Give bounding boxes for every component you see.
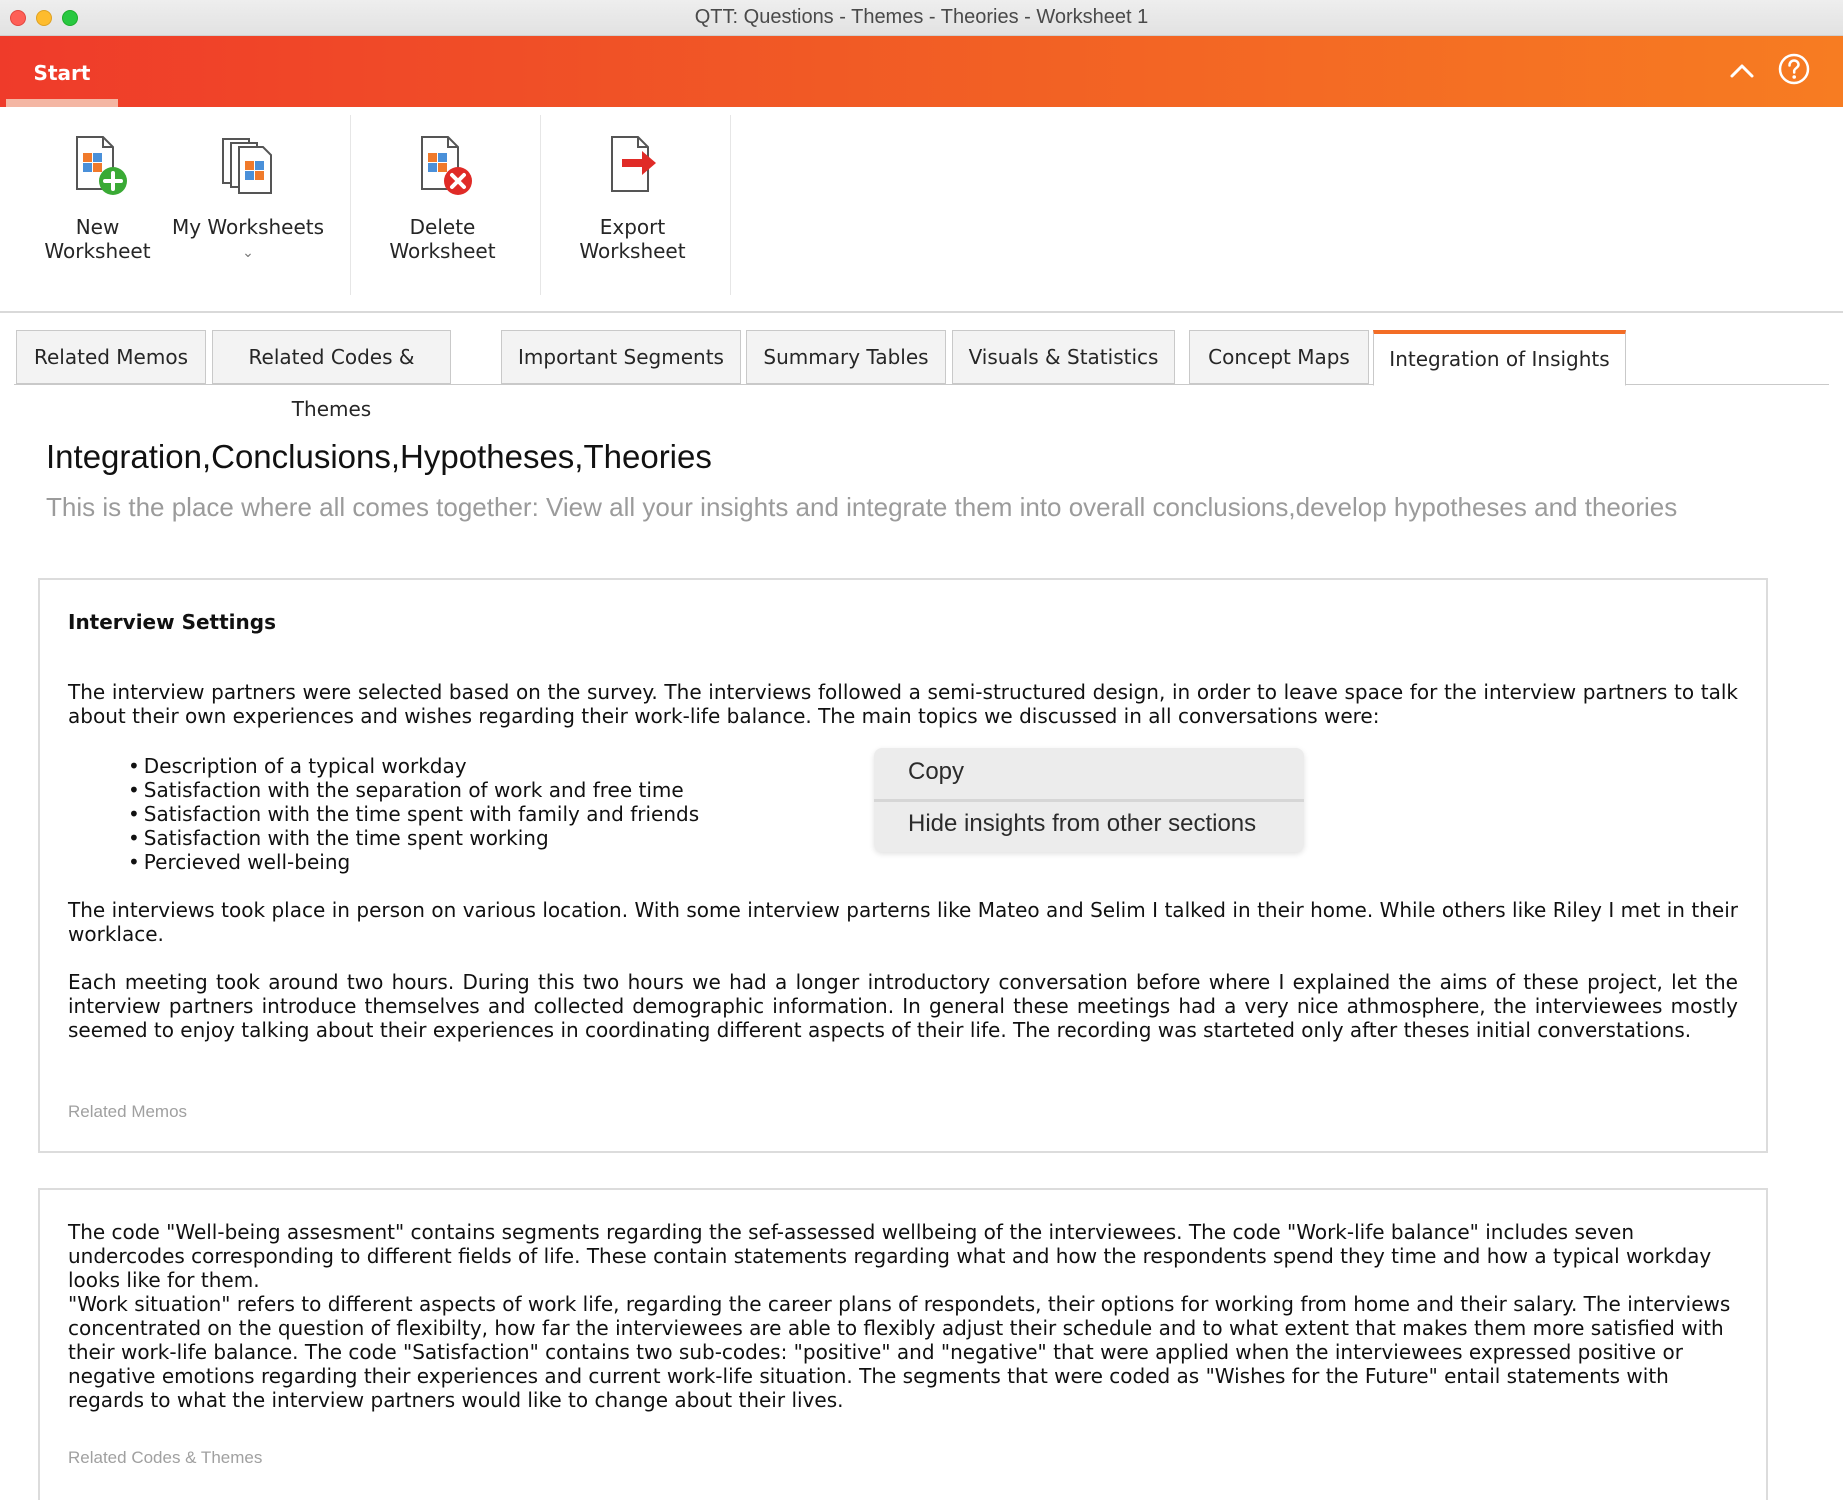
ribbon-divider (540, 115, 541, 295)
export-worksheet-label-1: Export (599, 215, 666, 239)
chevron-down-icon[interactable]: ⌄ (242, 245, 254, 261)
card-paragraph: The code "Well-being assesment" contains segments regarding the sef-assessed wellbeing of the interviewees. The code "Work-life balance" includes seven undercodes corresponding to different fields of life. These contain statements regarding what and how the respondents spend they time and how a typical workday looks like for them. (68, 1220, 1712, 1292)
window-title: QTT: Questions - Themes - Theories - Worksheet 1 (694, 6, 1149, 28)
topic-list (128, 754, 699, 874)
my-worksheets-button[interactable] (168, 131, 328, 265)
card-paragraph: "Work situation" refers to different aspects of work life, regarding the career plans of respondets, their options for working from home and their salary. The interviews concentrated on the question of flexibilty, how far the interviewees are able to flexibly adjust their schedule and to what extent that makes them more satisfied with their work-life balance. The code "Satisfaction" contains two sub-codes: "positive" and "negative" that were applied when the interviewees expressed positive or negative emotions regarding their experiences and current work-life situation. The segments that were coded as "Wishes for the Future" entail statements with regards to what the interview partners would like to change about their lives. (68, 1292, 1731, 1412)
help-icon[interactable] (1777, 52, 1811, 86)
card-paragraph: Each meeting took around two hours. During this two hours we had a longer introductory conversation before where I explained the aims of these project, let the interview partners introduce themselves and collected demographic information. In general these meetings had a very nice athmosphere, the interviewees mostly seemed to enjoy talking about their experiences in coordinating different aspects of their life. The recording was starteted only after theses initial converstations. (68, 970, 1738, 1042)
page-title: Integration,Conclusions,Hypotheses,Theories (46, 438, 712, 475)
related-memos-link[interactable]: Related Memos (68, 1102, 188, 1121)
my-worksheets-icon (213, 131, 283, 201)
start-tab-label: Start (33, 61, 91, 85)
list-item: • Satisfaction with the time spent working (128, 826, 699, 850)
export-worksheet-icon (598, 131, 668, 201)
list-item: • Satisfaction with the separation of work and free time (128, 778, 699, 802)
insight-card-interview-settings[interactable] (38, 578, 1768, 1153)
new-worksheet-icon (63, 131, 133, 201)
context-menu (874, 748, 1304, 852)
copy-menu-item[interactable]: Copy (908, 758, 965, 785)
ribbon-divider (730, 115, 731, 295)
export-worksheet-button[interactable] (575, 131, 690, 263)
tab-related-memos[interactable]: Related Memos (16, 330, 206, 384)
delete-worksheet-button[interactable] (385, 131, 500, 263)
delete-worksheet-label-2: Worksheet (389, 239, 496, 263)
delete-worksheet-label-1: Delete (409, 215, 476, 239)
ribbon-bar (0, 36, 1843, 107)
delete-worksheet-icon (408, 131, 478, 201)
card-heading: Interview Settings (68, 610, 276, 634)
new-worksheet-button[interactable] (40, 131, 155, 263)
new-worksheet-label-1: New (75, 215, 120, 239)
tab-related-codes-themes[interactable]: Related Codes & Themes (212, 330, 451, 384)
start-tab-indicator (6, 99, 118, 107)
card-paragraph: The interview partners were selected based on the survey. The interviews followed a semi-structured design, in order to leave space for the interview partners to talk about their own experiences and wishes regarding their work-life balance. The main topics we discussed in all conversations were: (68, 680, 1738, 728)
related-codes-themes-link[interactable]: Related Codes & Themes (68, 1448, 263, 1467)
my-worksheets-label: My Worksheets (171, 215, 325, 239)
ribbon-toolbar (0, 107, 1843, 313)
tab-start[interactable] (6, 36, 118, 107)
chevron-up-icon[interactable] (1725, 54, 1759, 88)
page-subtitle: This is the place where all comes together: View all your insights and integrate them into overall conclusions,develop hypotheses and theories (46, 492, 1678, 522)
export-worksheet-label-2: Worksheet (579, 239, 686, 263)
ribbon-divider (350, 115, 351, 295)
insight-card-codes[interactable] (38, 1188, 1768, 1500)
new-worksheet-label-2: Worksheet (44, 239, 151, 263)
list-item: • Percieved well-being (128, 850, 699, 874)
title-bar (0, 0, 1843, 36)
list-item: • Satisfaction with the time spent with family and friends (128, 802, 699, 826)
hide-insights-menu-item[interactable]: Hide insights from other sections (908, 810, 1257, 837)
list-item: • Description of a typical workday (128, 754, 699, 778)
tab-summary-tables[interactable]: Summary Tables (746, 330, 946, 384)
tab-important-segments[interactable]: Important Segments (501, 330, 741, 384)
tab-concept-maps[interactable]: Concept Maps (1189, 330, 1369, 384)
tab-integration-of-insights[interactable]: Integration of Insights (1373, 330, 1626, 386)
card-paragraph: The interviews took place in person on various location. With some interview parterns like Mateo and Selim I talked in their home. While others like Riley I met in their worklace. (68, 898, 1738, 946)
tab-visuals-statistics[interactable]: Visuals & Statistics (952, 330, 1175, 384)
